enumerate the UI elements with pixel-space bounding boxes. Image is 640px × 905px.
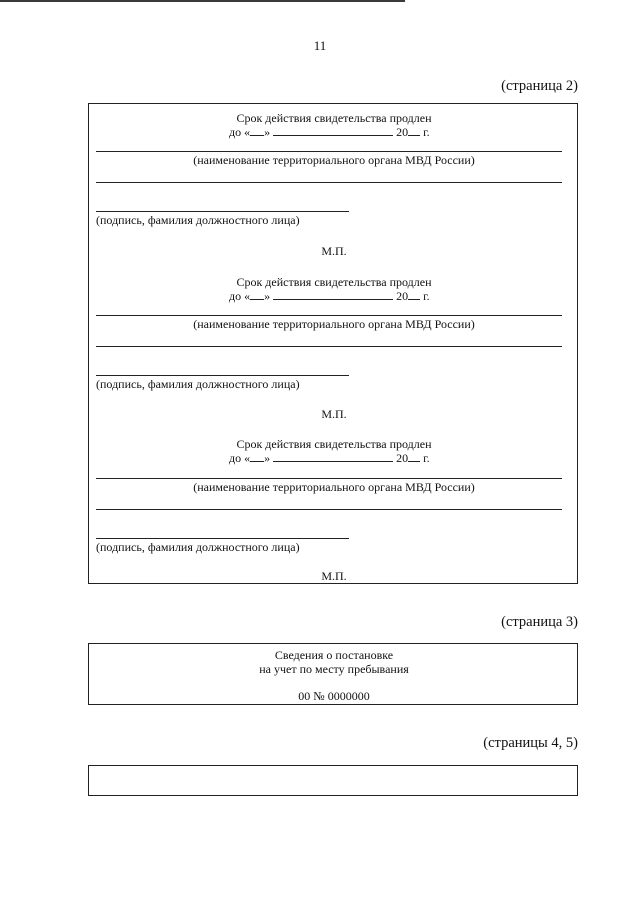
year-suffix: г. [423,289,430,303]
signature-caption: (подпись, фамилия должностного лица) [96,377,300,391]
scan-top-edge [0,0,405,2]
extension-date-line [229,289,430,303]
extension-title: Срок действия свидетельства продлен [236,275,432,289]
signature-line [96,538,349,539]
page3-frame [88,643,578,705]
signature-line [96,211,349,212]
extension-title: Срок действия свидетельства продлен [236,111,432,125]
org-caption: (наименование территориального органа МВД России) [193,153,475,167]
org-caption: (наименование территориального органа МВД России) [193,480,475,494]
org-name-line-2 [96,509,562,510]
date-prefix: до « [229,125,251,139]
org-name-line [96,151,562,152]
month-blank [273,289,393,300]
year-prefix: 20 [396,289,409,303]
registration-subtitle: на учет по месту пребывания [259,662,409,676]
pages45-label: (страницы 4, 5) [483,735,578,751]
day-blank [250,125,264,136]
signature-line [96,375,349,376]
year-prefix: 20 [396,125,409,139]
year-blank [408,289,420,300]
org-name-line-2 [96,346,562,347]
signature-caption: (подпись, фамилия должностного лица) [96,213,300,227]
extension-date-line [229,451,430,465]
day-blank [250,451,264,462]
date-mid: » [264,289,271,303]
org-name-line-2 [96,182,562,183]
year-suffix: г. [423,125,430,139]
date-mid: » [264,451,271,465]
year-prefix: 20 [396,451,409,465]
date-prefix: до « [229,451,251,465]
org-name-line [96,478,562,479]
stamp-label: М.П. [321,407,347,421]
page-number: 11 [313,38,327,53]
extension-date-line [229,125,430,139]
page2-frame [88,103,578,584]
signature-caption: (подпись, фамилия должностного лица) [96,540,300,554]
extension-title: Срок действия свидетельства продлен [236,437,432,451]
page3-label: (страница 3) [501,614,578,630]
stamp-label: М.П. [321,244,347,258]
date-mid: » [264,125,271,139]
stamp-label: М.П. [321,569,347,583]
page2-label: (страница 2) [501,78,578,94]
org-name-line [96,315,562,316]
year-blank [408,125,420,136]
year-blank [408,451,420,462]
month-blank [273,451,393,462]
registration-title: Сведения о постановке [274,648,394,662]
pages45-frame [88,765,578,796]
day-blank [250,289,264,300]
year-suffix: г. [423,451,430,465]
date-prefix: до « [229,289,251,303]
org-caption: (наименование территориального органа МВД России) [193,317,475,331]
month-blank [273,125,393,136]
form-number: 00 № 0000000 [298,689,370,703]
